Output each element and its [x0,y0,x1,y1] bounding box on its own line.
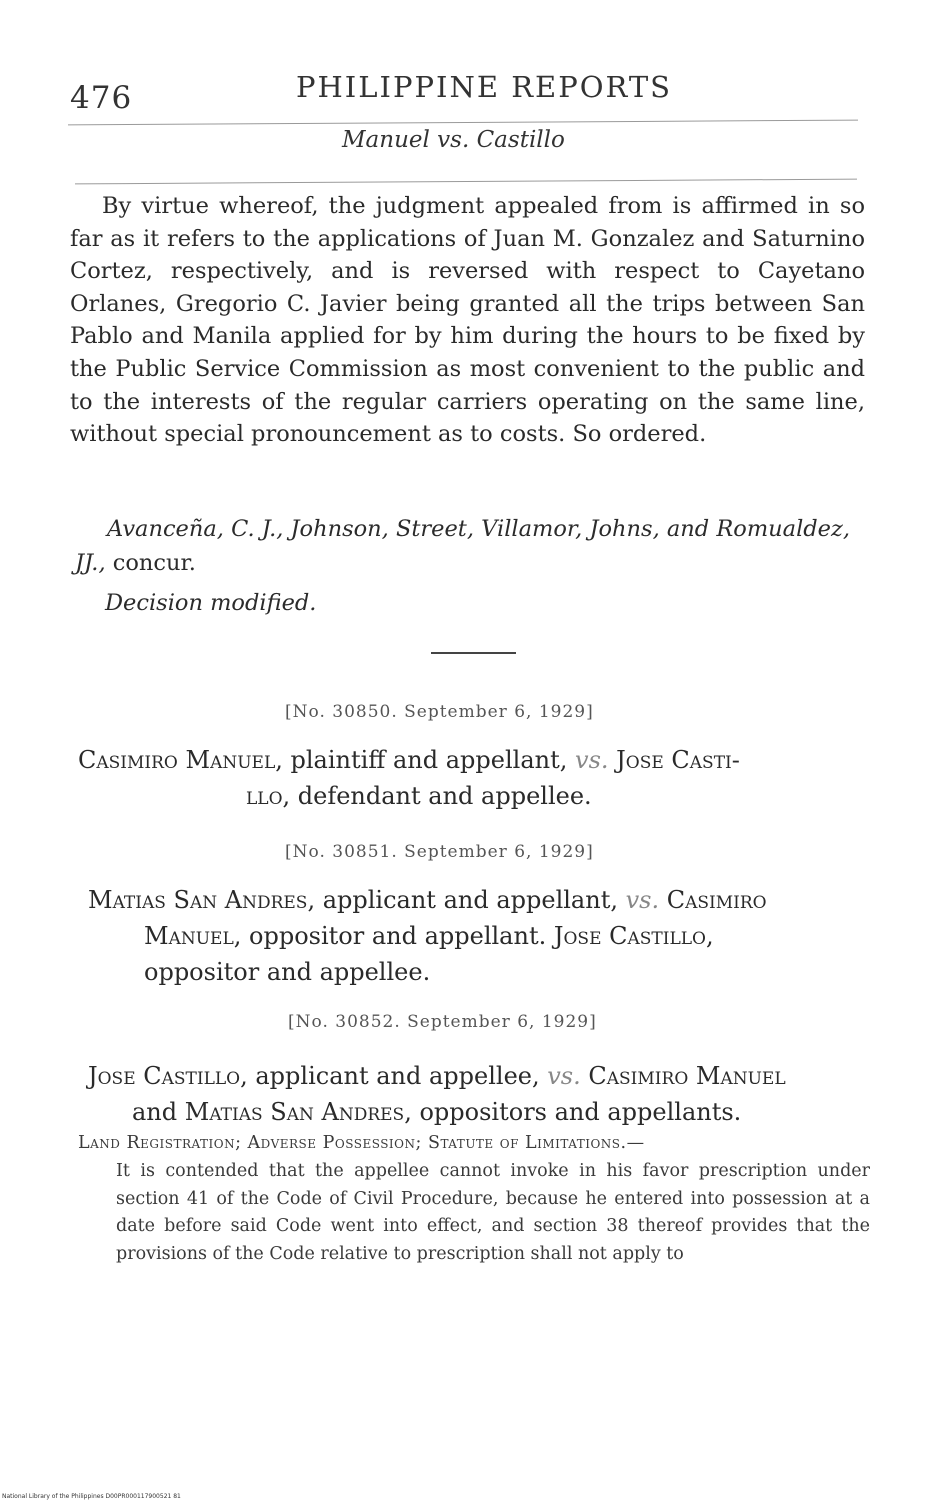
page-number: 476 [70,80,133,116]
dispositive-paragraph [70,190,865,451]
section-divider [431,652,516,654]
docket-number: [No. 30851. September 6, 1929] [285,842,594,862]
party-name: Casimiro [659,886,767,914]
versus: vs. [547,1062,581,1090]
party-name: Jose Castillo [553,922,706,950]
syllabus [78,1130,870,1269]
party-role: , applicant and appellee, [240,1062,548,1090]
party-role: , plaintiff and appellant, [275,746,576,774]
conjunction: and [132,1098,185,1126]
docket-number: [No. 30850. September 6, 1929] [285,702,594,722]
syllabus-heading: Land Registration; Adverse Possession; Statute of Limitations.— [78,1133,645,1153]
syllabus-text: It is contended that the appellee cannot invoke in his favor prescription under section 41 of the Code of Civil Procedure, because he entered into possession at a date before said Code went into effect, and section 38 thereof provides that the provisions of the Code relative to prescription shall not apply to [116,1160,870,1265]
party-role: , [705,922,714,950]
party-role: , defendant and appellee. [282,782,592,810]
party-role: , oppositor and appellant. [233,922,554,950]
docket-number: [No. 30852. September 6, 1929] [288,1012,597,1032]
running-title: PHILIPPINE REPORTS [296,70,673,104]
party-name: Jose Castillo [88,1062,241,1090]
caption-rule [75,179,857,185]
party-name: Jose Casti- [608,746,740,774]
party-name: Casimiro Manuel [78,746,276,774]
concurrence-line [75,512,865,580]
case-caption: Manuel vs. Castillo [342,127,565,153]
scan-footer: National Library of the Philippines D00PR000117900521 81 [2,1493,181,1500]
party-role: oppositor and appellee. [144,958,431,986]
party-role: , applicant and appellant, [307,886,626,914]
concurring-justices: Avanceña, C. J., Johnson, Street, Villamor, Johns, and Romualdez, JJ., [75,516,850,576]
party-role: , oppositors and appellants. [404,1098,742,1126]
case-title [88,1058,868,1130]
case-title [78,742,868,814]
concur-word: concur. [112,550,196,576]
party-name: Casimiro Manuel [580,1062,786,1090]
case-title [88,882,868,990]
party-name: Matias San Andres [88,886,308,914]
party-name: Manuel [144,922,234,950]
versus: vs. [575,746,609,774]
party-name: Matias San Andres [184,1098,405,1126]
disposition: Decision modified. [105,590,317,616]
dispositive-text: By virtue whereof, the judgment appealed from is affirmed in so far as it refers to the applications of Juan M. Gonzalez and Saturnino Cortez, respectively, and is reversed with respect to Cayetano Orlanes, Gregorio C. Javier being granted all the trips between San Pablo and Manila applied for by him during the hours to be fixed by the Public Service Commission as most convenient to the public and to the interests of the regular carriers operating on the same line, without special pronouncement as to costs. So ordered. [70,193,865,448]
party-name: llo [246,782,283,810]
versus: vs. [625,886,660,914]
header-rule [68,120,858,126]
